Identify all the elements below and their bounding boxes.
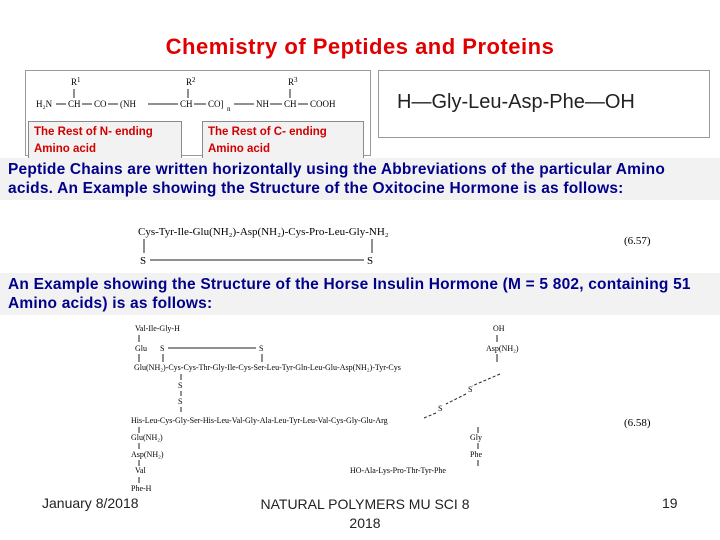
glu-nh2-label: Glu(NH₂) — [131, 433, 163, 442]
b-link1-s-top: S — [178, 381, 183, 390]
insulin-structure — [0, 322, 720, 494]
b-link1-s-bottom: S — [178, 397, 183, 406]
b-link2-s-bottom: S — [438, 404, 443, 413]
peptide-chain-explanation: Peptide Chains are written horizontally using the Abbreviations of the particular Amino acids. An Example showing the Structure of the Oxitocine Hormone is as follows: — [0, 158, 720, 200]
phe-label: Phe — [470, 450, 482, 459]
glu-label: Glu — [135, 344, 147, 353]
oxytocin-equation-number: (6.57) — [624, 235, 651, 247]
c-end-note: The Rest of C- ending Amino acid — [202, 121, 364, 161]
insulin-explanation: An Example showing the Structure of the Horse Insulin Hormone (M = 5 802, containing 51 Amino acids) is as follows: — [0, 273, 720, 315]
a-chain-start: Val-Ile-Gly-H — [135, 324, 180, 333]
nh-bracket-text: (NH — [120, 99, 136, 109]
r2-label: $R^2$ — [186, 76, 196, 87]
gly-label: Gly — [470, 433, 482, 442]
b-chain-tail: HO-Ala-Lys-Pro-Thr-Tyr-Phe — [350, 466, 446, 475]
footer-date: January 8/2018 — [42, 495, 139, 511]
abbrev-formula: H—Gly-Leu-Asp-Phe—OH — [397, 91, 635, 113]
b-chain: His-Leu-Cys-Gly-Ser-His-Leu-Val-Gly-Ala-Leu-Tyr-Leu-Val-Cys-Gly-Glu-Arg — [131, 416, 388, 425]
asp-nh2-label: Asp(NH₂) — [486, 344, 519, 353]
n-end-note: The Rest of N- ending Amino acid — [28, 121, 182, 161]
a-intra-s-left: S — [160, 344, 165, 353]
asp-nh2-b-label: Asp(NH₂) — [131, 450, 164, 459]
footer-page-number: 19 — [662, 495, 678, 511]
footer-course: NATURAL POLYMERS MU SCI 8 2018 — [260, 496, 470, 531]
n-subscript: n — [227, 105, 231, 113]
a-chain: Glu(NH₂)-Cys-Cys-Thr-Gly-Ile-Cys-Ser-Leu-Tyr-Gln-Leu-Glu-Asp(NH₂)-Tyr-Cys — [134, 363, 401, 372]
insulin-equation-number: (6.58) — [624, 417, 651, 429]
r1-label: $R^1$ — [71, 76, 81, 87]
oxytocin-s-right: S — [367, 255, 374, 266]
r3-label: $R^3$ — [288, 76, 298, 87]
oh-label: OH — [493, 324, 505, 333]
slide-title: Chemistry of Peptides and Proteins — [165, 34, 555, 59]
co2-text: CO] — [208, 99, 224, 109]
cooh-text: COOH — [310, 99, 336, 109]
ch2-text: CH — [180, 99, 193, 109]
oxytocin-chain: Cys-Tyr-Ile-Glu(NH₂)-Asp(NH₂)-Cys-Pro-Leu-Gly-NH₂ — [138, 226, 389, 238]
oxytocin-s-left: S — [140, 255, 147, 266]
h2n-text: H₂N — [36, 99, 53, 109]
a-intra-s-right: S — [259, 344, 264, 353]
val-label: Val — [135, 466, 146, 475]
co1-text: CO — [94, 99, 107, 109]
ch3-text: CH — [284, 99, 297, 109]
phe-h-label: Phe-H — [131, 484, 152, 493]
nh2-text: NH — [256, 99, 269, 109]
b-link2-s-top: S — [468, 385, 473, 394]
abbrev-formula-box — [378, 70, 710, 138]
ch1-text: CH — [68, 99, 81, 109]
oxytocin-structure — [0, 216, 720, 266]
